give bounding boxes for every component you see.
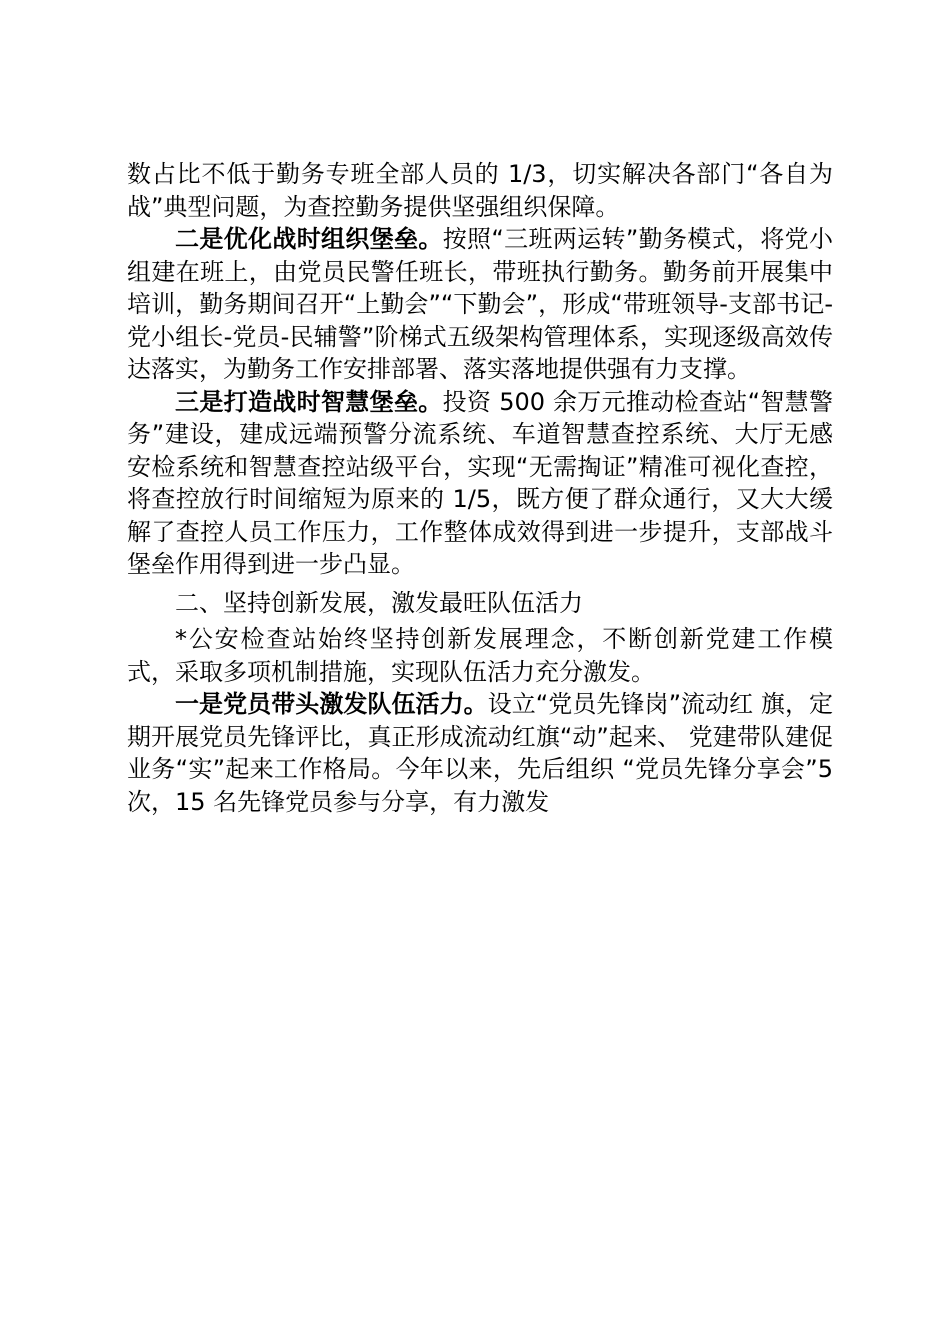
paragraph-text: 投资 500 余万元推动检查站“智慧警务”建设，建成远端预警分流系统、车道智慧查控系统、大厅无感安检系统和智慧查控站级平台，实现“无需掏证”精准可视化查控，将查控放行时间缩短为原来的 1/5，既方便了群众通行，又大大缓解了查控人员工作压力，工作整体成效得到进一步提升，支部战斗堡垒作用得到进一步凸显。 — [127, 387, 834, 578]
paragraph-lead: 三是打造战时智慧堡垒。 — [175, 387, 443, 416]
paragraph-text: 按照“三班两运转”勤务模式，将党小组建在班上，由党员民警任班长，带班执行勤务。勤务前开展集中培训，勤务期间召开“上勤会”“下勤会”，形成“带班领导-支部书记-党小组长-党员-民辅警”阶梯式五级架构管理体系，实现逐级高效传达落实，为勤务工作安排部署、落实落地提供强有力支撑。 — [127, 225, 833, 383]
document-body — [127, 158, 833, 818]
paragraph-lead: 一是党员带头激发队伍活力。 — [175, 690, 488, 718]
section-heading-suffix: 激发最旺队伍活力 — [391, 588, 583, 617]
section-heading — [127, 587, 833, 620]
paragraph-text: 设立“党员先锋岗”流动红 旗，定期开展党员先锋评比，真正形成流动红旗“动”起来、 党建带队建促业务“实”起来工作格局。今年以来，先后组织 “党员先锋分享会”5 次，15 名先锋党员参与分享，有力激发 — [127, 690, 834, 816]
paragraph-lead: 二是优化战时组织堡垒。 — [175, 225, 443, 253]
paragraph-text: *公安检查站始终坚持创新发展理念，不断创新党建工作模 式，采取多项机制措施，实现队伍活力充分激发。 — [127, 625, 833, 686]
paragraph-text: 数占比不低于勤务专班全部人员的 1/3，切实解决各部门“各自为战”典型问题，为查控勤务提供坚强组织保障。 — [127, 160, 833, 221]
paragraph-organization-fortress — [127, 223, 833, 386]
section-heading-prefix: 二、坚持创新发展， — [175, 588, 391, 617]
paragraph-continuation — [127, 158, 833, 223]
paragraph-innovation-intro — [127, 623, 833, 688]
paragraph-party-members-lead — [127, 688, 833, 818]
paragraph-smart-fortress — [127, 386, 833, 581]
